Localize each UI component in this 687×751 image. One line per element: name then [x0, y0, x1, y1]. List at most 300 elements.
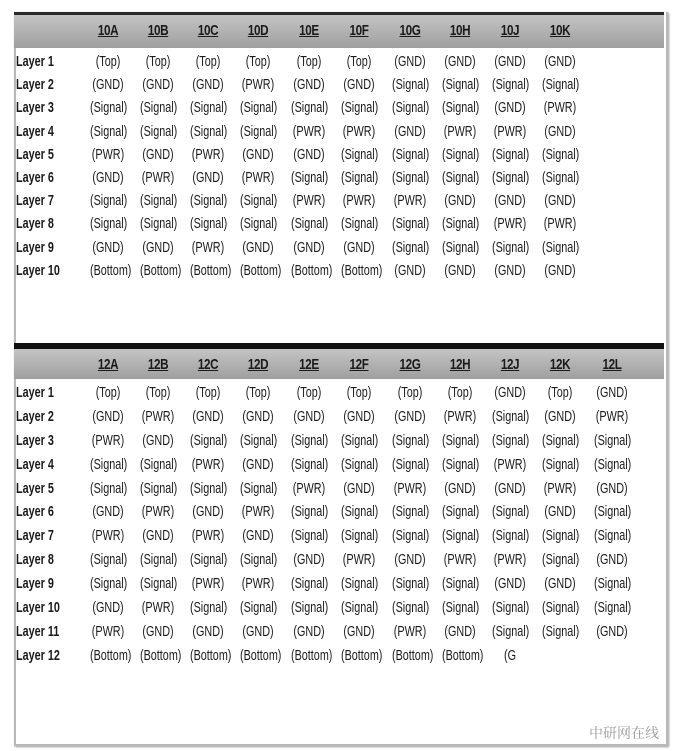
- table-row: [14, 500, 664, 524]
- table-cell: (Signal): [542, 622, 580, 640]
- table-cell: (Signal): [240, 431, 278, 449]
- table-cell: (Signal): [140, 575, 178, 593]
- table-cell: (GND): [444, 53, 476, 70]
- column-header: 10D: [247, 22, 269, 39]
- table-cell: (GND): [293, 76, 325, 94]
- table-cell: (PWR): [342, 122, 376, 140]
- table-cell: (GND): [494, 53, 526, 70]
- row-label: Layer 4: [16, 122, 54, 140]
- table-cell: (Signal): [594, 431, 632, 449]
- table-cell: (Signal): [291, 215, 329, 233]
- column-header: 12A: [97, 356, 119, 373]
- table-cell: (GND): [293, 622, 325, 640]
- table-cell: (Signal): [442, 215, 480, 233]
- table-body: [14, 48, 664, 282]
- table-cell: (PWR): [191, 455, 225, 473]
- table-cell: (PWR): [91, 431, 125, 449]
- table-cell: (PWR): [241, 503, 275, 521]
- table-cell: (Signal): [291, 99, 329, 117]
- table-cell: (Signal): [90, 455, 128, 473]
- table-cell: (Bottom): [392, 646, 434, 664]
- table-cell: (Signal): [542, 238, 580, 256]
- table-cell: (Signal): [492, 76, 530, 94]
- table-cell: (Signal): [291, 431, 329, 449]
- table-cell: (Signal): [90, 215, 128, 233]
- table-12-layer: [14, 343, 664, 668]
- table-cell: (Signal): [442, 168, 480, 186]
- table-cell: (GND): [142, 527, 174, 545]
- table-cell: (Signal): [392, 215, 430, 233]
- table-cell: (GND): [343, 479, 375, 497]
- table-cell: (PWR): [443, 551, 477, 569]
- table-cell: (GND): [544, 261, 576, 279]
- table-cell: (GND): [343, 407, 375, 425]
- table-cell: (Signal): [442, 455, 480, 473]
- table-cell: (PWR): [191, 145, 225, 163]
- table-cell: (Signal): [442, 431, 480, 449]
- table-cell: (Signal): [240, 479, 278, 497]
- row-label: Layer 9: [16, 238, 54, 256]
- row-label: Layer 5: [16, 479, 54, 497]
- row-label: Layer 6: [16, 503, 54, 521]
- table-cell: (Signal): [594, 455, 632, 473]
- table-cell: (Top): [145, 53, 171, 70]
- table-cell: (Signal): [492, 238, 530, 256]
- column-header: 10K: [549, 22, 571, 39]
- table-cell: (GND): [192, 168, 224, 186]
- table-cell: (Bottom): [190, 261, 232, 279]
- table-cell: (GND): [192, 622, 224, 640]
- column-header: 10F: [349, 22, 369, 39]
- table-cell: (PWR): [191, 527, 225, 545]
- row-label: Layer 10: [16, 599, 60, 617]
- table-header-row: [14, 12, 664, 48]
- table-cell: (Signal): [240, 551, 278, 569]
- table-cell: (Bottom): [341, 646, 383, 664]
- row-label: Layer 2: [16, 76, 54, 94]
- table-cell: (Signal): [392, 455, 430, 473]
- table-cell: (Signal): [90, 479, 128, 497]
- row-label: Layer 4: [16, 455, 54, 473]
- table-row: [14, 189, 664, 212]
- column-header: 10B: [147, 22, 169, 39]
- table-cell: (GND): [92, 503, 124, 521]
- table-cell: (Signal): [542, 551, 580, 569]
- table-cell: (GND): [343, 76, 375, 94]
- table-cell: (Signal): [492, 407, 530, 425]
- table-10-layer: [14, 12, 664, 282]
- table-cell: (GND): [242, 455, 274, 473]
- table-cell: (GND): [242, 145, 274, 163]
- table-row: [14, 405, 664, 429]
- table-cell: (Top): [447, 384, 473, 401]
- table-cell: (G: [503, 646, 516, 664]
- table-cell: (PWR): [241, 575, 275, 593]
- table-cell: (Bottom): [190, 646, 232, 664]
- table-row: [14, 572, 664, 596]
- table-cell: (Bottom): [140, 261, 182, 279]
- table-cell: (Signal): [492, 503, 530, 521]
- table-cell: (Signal): [442, 575, 480, 593]
- table-cell: (Signal): [291, 599, 329, 617]
- table-cell: (GND): [596, 622, 628, 640]
- table-cell: (PWR): [443, 122, 477, 140]
- table-cell: (Signal): [140, 215, 178, 233]
- table-cell: (Signal): [341, 215, 379, 233]
- table-cell: (GND): [242, 407, 274, 425]
- table-cell: (GND): [494, 479, 526, 497]
- column-header: 12J: [500, 356, 520, 373]
- table-row: [14, 620, 664, 644]
- table-cell: (Signal): [90, 551, 128, 569]
- table-row: [14, 477, 664, 501]
- table-row: [14, 50, 664, 73]
- table-cell: (Signal): [190, 215, 228, 233]
- table-cell: (Signal): [392, 76, 430, 94]
- table-cell: (GND): [293, 238, 325, 256]
- table-cell: (Signal): [392, 527, 430, 545]
- table-cell: (Signal): [240, 215, 278, 233]
- table-cell: (GND): [494, 575, 526, 593]
- table-cell: (GND): [142, 431, 174, 449]
- table-cell: (Signal): [140, 551, 178, 569]
- table-cell: (GND): [394, 551, 426, 569]
- table-cell: (GND): [92, 407, 124, 425]
- table-cell: (GND): [192, 503, 224, 521]
- table-cell: (Signal): [392, 145, 430, 163]
- table-cell: (GND): [596, 479, 628, 497]
- table-cell: (GND): [142, 238, 174, 256]
- table-cell: (PWR): [342, 551, 376, 569]
- table-cell: (Bottom): [240, 261, 282, 279]
- table-cell: (Signal): [442, 99, 480, 117]
- table-cell: (GND): [343, 238, 375, 256]
- table-cell: (PWR): [393, 192, 427, 210]
- table-cell: (GND): [444, 261, 476, 279]
- table-cell: (Signal): [542, 527, 580, 545]
- table-cell: (PWR): [91, 527, 125, 545]
- table-cell: (GND): [544, 575, 576, 593]
- table-cell: (PWR): [543, 99, 577, 117]
- column-header: 10A: [97, 22, 119, 39]
- row-label: Layer 5: [16, 145, 54, 163]
- column-header: 10J: [500, 22, 520, 39]
- table-header-row: [14, 343, 664, 379]
- table-cell: (Signal): [442, 238, 480, 256]
- table-row: [14, 120, 664, 143]
- table-cell: (Signal): [542, 168, 580, 186]
- table-cell: (Top): [296, 53, 322, 70]
- column-header: 12B: [147, 356, 169, 373]
- table-cell: (Signal): [492, 527, 530, 545]
- table-cell: (GND): [544, 53, 576, 70]
- table-cell: (GND): [293, 145, 325, 163]
- table-cell: (PWR): [141, 599, 175, 617]
- row-label: Layer 8: [16, 215, 54, 233]
- table-cell: (Signal): [90, 192, 128, 210]
- table-cell: (Signal): [90, 122, 128, 140]
- table-cell: (GND): [394, 407, 426, 425]
- table-cell: (GND): [444, 192, 476, 210]
- table-cell: (Signal): [492, 431, 530, 449]
- table-cell: (GND): [242, 527, 274, 545]
- table-cell: (PWR): [595, 407, 629, 425]
- table-cell: (GND): [394, 53, 426, 70]
- table-cell: (Top): [195, 384, 221, 401]
- table-cell: (Signal): [291, 527, 329, 545]
- table-cell: (PWR): [191, 575, 225, 593]
- table-cell: (Signal): [442, 76, 480, 94]
- table-cell: (Signal): [341, 455, 379, 473]
- table-cell: (Signal): [392, 168, 430, 186]
- table-cell: (Signal): [240, 599, 278, 617]
- table-cell: (PWR): [493, 551, 527, 569]
- table-cell: (PWR): [292, 122, 326, 140]
- table-cell: (Signal): [190, 122, 228, 140]
- table-cell: (Signal): [392, 599, 430, 617]
- table-cell: (Signal): [442, 145, 480, 163]
- table-cell: (Signal): [140, 192, 178, 210]
- table-cell: (Signal): [140, 122, 178, 140]
- row-label: Layer 3: [16, 99, 54, 117]
- watermark: 中研网在线: [585, 723, 663, 743]
- table-cell: (Signal): [140, 479, 178, 497]
- table-cell: (PWR): [292, 479, 326, 497]
- table-row: [14, 212, 664, 235]
- column-header: 10H: [449, 22, 471, 39]
- table-cell: (Signal): [291, 503, 329, 521]
- table-cell: (GND): [92, 76, 124, 94]
- table-cell: (Signal): [140, 99, 178, 117]
- table-cell: (Signal): [392, 575, 430, 593]
- table-cell: (Signal): [542, 599, 580, 617]
- table-cell: (Signal): [594, 527, 632, 545]
- table-cell: (GND): [192, 407, 224, 425]
- table-cell: (Signal): [492, 599, 530, 617]
- table-cell: (Signal): [240, 122, 278, 140]
- table-cell: (GND): [242, 238, 274, 256]
- column-header: 12G: [399, 356, 421, 373]
- table-cell: (Bottom): [90, 261, 132, 279]
- row-label: Layer 1: [16, 384, 54, 401]
- table-cell: (GND): [494, 384, 526, 401]
- table-cell: (Signal): [190, 192, 228, 210]
- table-cell: (PWR): [393, 622, 427, 640]
- table-cell: (Top): [95, 53, 121, 70]
- table-cell: (PWR): [91, 622, 125, 640]
- table-cell: (Signal): [341, 99, 379, 117]
- table-row: [14, 429, 664, 453]
- table-cell: (Top): [195, 53, 221, 70]
- table-cell: (Top): [397, 384, 423, 401]
- table-cell: (Top): [346, 53, 372, 70]
- table-cell: (GND): [92, 238, 124, 256]
- table-cell: (PWR): [241, 76, 275, 94]
- table-cell: (Signal): [392, 503, 430, 521]
- table-cell: (GND): [494, 261, 526, 279]
- table-cell: (GND): [142, 622, 174, 640]
- table-row: [14, 259, 664, 282]
- table-cell: (Top): [245, 53, 271, 70]
- table-cell: (Signal): [341, 503, 379, 521]
- column-header: 10C: [197, 22, 219, 39]
- table-cell: (GND): [293, 551, 325, 569]
- table-cell: (GND): [544, 192, 576, 210]
- table-cell: (GND): [494, 99, 526, 117]
- table-cell: (Signal): [492, 622, 530, 640]
- column-header: 10G: [399, 22, 421, 39]
- table-cell: (Signal): [341, 527, 379, 545]
- table-cell: (GND): [494, 192, 526, 210]
- table-cell: (Top): [296, 384, 322, 401]
- table-row: [14, 548, 664, 572]
- table-row: [14, 166, 664, 189]
- table-cell: (Signal): [341, 168, 379, 186]
- column-header: 12D: [247, 356, 269, 373]
- table-row: [14, 644, 664, 668]
- table-cell: (Bottom): [291, 646, 333, 664]
- table-cell: (Signal): [542, 76, 580, 94]
- table-cell: (Signal): [90, 99, 128, 117]
- table-cell: (GND): [192, 76, 224, 94]
- table-cell: (GND): [544, 503, 576, 521]
- table-cell: (Signal): [291, 575, 329, 593]
- table-cell: (Signal): [594, 599, 632, 617]
- table-row: [14, 524, 664, 548]
- table-cell: (Bottom): [240, 646, 282, 664]
- table-cell: (Signal): [442, 599, 480, 617]
- table-cell: (GND): [92, 168, 124, 186]
- table-cell: (GND): [544, 122, 576, 140]
- column-header: 12C: [197, 356, 219, 373]
- table-cell: (Signal): [190, 551, 228, 569]
- table-cell: (Signal): [190, 599, 228, 617]
- table-cell: (Signal): [341, 599, 379, 617]
- table-cell: (Signal): [341, 575, 379, 593]
- table-cell: (Signal): [190, 431, 228, 449]
- table-cell: (Signal): [291, 455, 329, 473]
- row-label: Layer 8: [16, 551, 54, 569]
- row-label: Layer 12: [16, 646, 60, 664]
- table-cell: (Top): [145, 384, 171, 401]
- table-cell: (GND): [544, 407, 576, 425]
- table-cell: (PWR): [393, 479, 427, 497]
- table-cell: (Signal): [542, 431, 580, 449]
- table-cell: (Signal): [492, 145, 530, 163]
- table-cell: (Signal): [341, 431, 379, 449]
- table-row: [14, 596, 664, 620]
- table-cell: (GND): [596, 384, 628, 401]
- table-cell: (GND): [92, 599, 124, 617]
- row-label: Layer 7: [16, 192, 54, 210]
- table-cell: (PWR): [141, 168, 175, 186]
- table-cell: (Signal): [492, 168, 530, 186]
- table-cell: (Signal): [190, 99, 228, 117]
- table-cell: (PWR): [141, 407, 175, 425]
- table-cell: (Bottom): [90, 646, 132, 664]
- row-label: Layer 7: [16, 527, 54, 545]
- table-cell: (Signal): [442, 503, 480, 521]
- table-cell: (Signal): [594, 503, 632, 521]
- table-cell: (Signal): [542, 455, 580, 473]
- column-header: 12F: [349, 356, 369, 373]
- table-cell: (Signal): [392, 99, 430, 117]
- table-cell: (Signal): [90, 575, 128, 593]
- table-cell: (Top): [95, 384, 121, 401]
- table-cell: (PWR): [241, 168, 275, 186]
- table-cell: (GND): [343, 622, 375, 640]
- table-cell: (Bottom): [291, 261, 333, 279]
- table-cell: (GND): [596, 551, 628, 569]
- row-label: Layer 2: [16, 407, 54, 425]
- column-header: 12H: [449, 356, 471, 373]
- table-cell: (Signal): [240, 99, 278, 117]
- table-row: [14, 453, 664, 477]
- table-cell: (Bottom): [442, 646, 484, 664]
- table-cell: (Signal): [392, 238, 430, 256]
- table-cell: (PWR): [493, 122, 527, 140]
- table-cell: (GND): [394, 122, 426, 140]
- table-cell: (Signal): [240, 192, 278, 210]
- table-cell: (Bottom): [140, 646, 182, 664]
- column-header: 12K: [549, 356, 571, 373]
- table-cell: (GND): [394, 261, 426, 279]
- table-cell: (Top): [547, 384, 573, 401]
- table-cell: (PWR): [543, 215, 577, 233]
- table-cell: (Signal): [442, 527, 480, 545]
- table-cell: (PWR): [91, 145, 125, 163]
- table-row: [14, 381, 664, 405]
- table-cell: (PWR): [543, 479, 577, 497]
- table-cell: (PWR): [342, 192, 376, 210]
- table-cell: (PWR): [493, 215, 527, 233]
- table-row: [14, 96, 664, 119]
- row-label: Layer 10: [16, 261, 60, 279]
- column-header: 12L: [602, 356, 622, 373]
- row-label: Layer 3: [16, 431, 54, 449]
- table-cell: (Signal): [291, 168, 329, 186]
- table-cell: (PWR): [443, 407, 477, 425]
- table-cell: (GND): [142, 145, 174, 163]
- table-row: [14, 143, 664, 166]
- column-header: 10E: [299, 22, 319, 39]
- table-cell: (GND): [242, 622, 274, 640]
- row-label: Layer 6: [16, 168, 54, 186]
- table-cell: (Signal): [594, 575, 632, 593]
- table-cell: (GND): [444, 479, 476, 497]
- table-cell: (GND): [444, 622, 476, 640]
- table-cell: (Signal): [542, 145, 580, 163]
- row-label: Layer 9: [16, 575, 54, 593]
- row-label: Layer 1: [16, 53, 54, 70]
- table-row: [14, 236, 664, 259]
- table-row: [14, 73, 664, 96]
- table-cell: (GND): [293, 407, 325, 425]
- table-cell: (Signal): [341, 145, 379, 163]
- table-cell: (Signal): [392, 431, 430, 449]
- table-cell: (PWR): [191, 238, 225, 256]
- table-cell: (Signal): [140, 455, 178, 473]
- table-body: [14, 379, 664, 668]
- table-cell: (GND): [142, 76, 174, 94]
- table-cell: (PWR): [141, 503, 175, 521]
- row-label: Layer 11: [16, 622, 60, 640]
- table-cell: (PWR): [292, 192, 326, 210]
- table-cell: (Signal): [190, 479, 228, 497]
- table-cell: (Top): [245, 384, 271, 401]
- table-cell: (Top): [346, 384, 372, 401]
- table-cell: (Bottom): [341, 261, 383, 279]
